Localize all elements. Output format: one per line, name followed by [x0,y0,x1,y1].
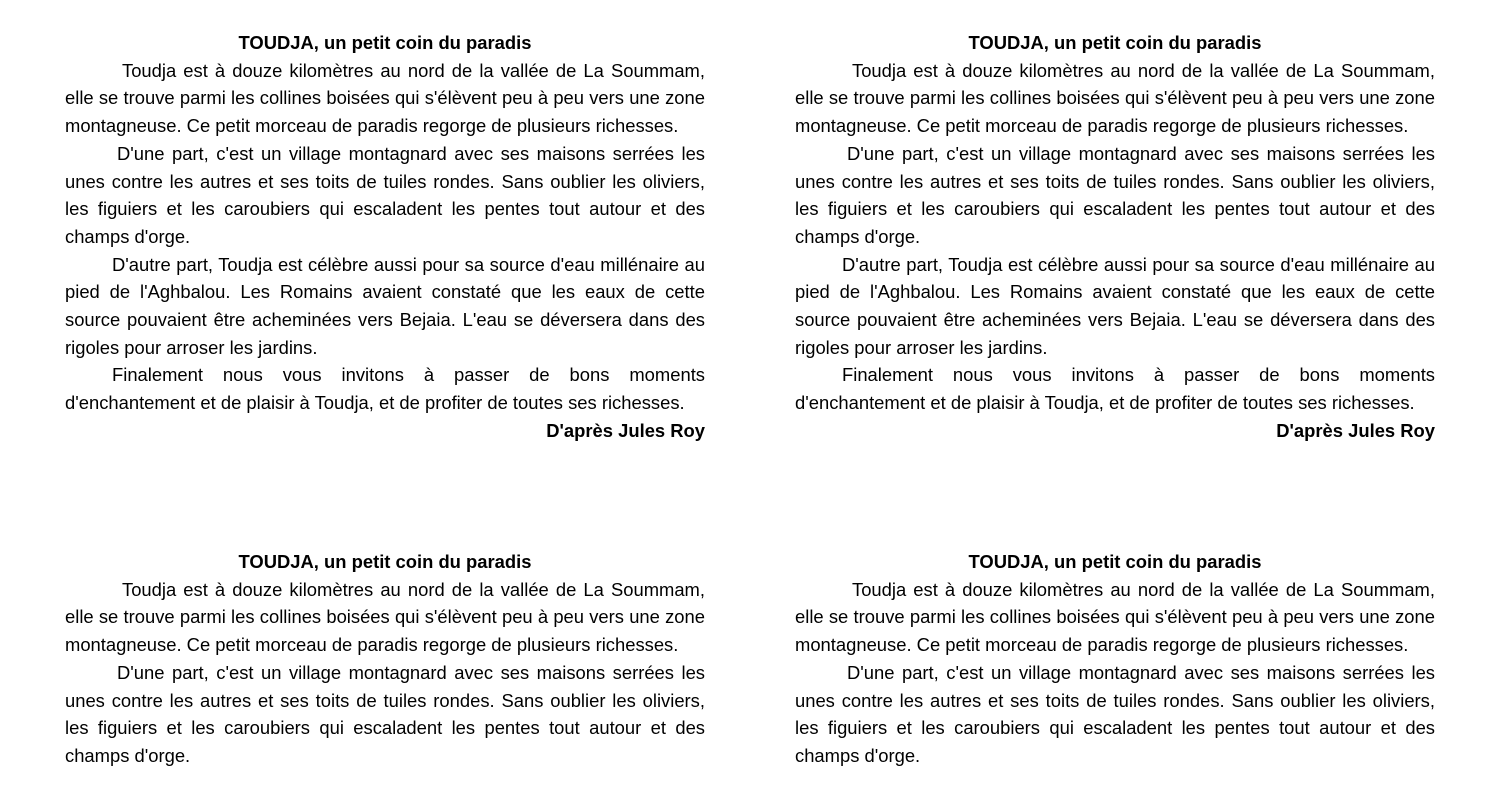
document-title: TOUDJA, un petit coin du paradis [238,551,532,572]
paragraph-source: D'autre part, Toudja est célèbre aussi pour sa source d'eau millénaire au pied de l'Aghbalou. Les Romains avaient constaté que les eaux de cette source pouvaient être acheminées vers Bejaia. L'eau se déversera dans des rigoles pour arroser les jardins. [795,253,1435,358]
text-copy-bottom-right [795,548,1435,770]
paragraph-source: D'autre part, Toudja est célèbre aussi pour sa source d'eau millénaire au pied de l'Aghbalou. Les Romains avaient constaté que les eaux de cette source pouvaient être acheminées vers Bejaia. L'eau se déversera dans des rigoles pour arroser les jardins. [65,253,705,358]
paragraph-intro: Toudja est à douze kilomètres au nord de la vallée de La Soummam, elle se trouve parmi les collines boisées qui s'élèvent peu à peu vers une zone montagneuse. Ce petit morceau de paradis regorge de plusieurs richesses. [65,59,705,137]
author-credit: D'après Jules Roy [546,419,705,441]
text-copy-top-left [65,29,705,445]
text-copy-bottom-left [65,548,705,770]
text-copy-top-right [795,29,1435,445]
document-title: TOUDJA, un petit coin du paradis [968,551,1262,572]
paragraph-conclusion: Finalement nous vous invitons à passer de bons moments d'enchantement et de plaisir à Toudja, et de profiter de toutes ses richesses. [65,364,705,414]
document-title: TOUDJA, un petit coin du paradis [968,32,1262,53]
paragraph-intro: Toudja est à douze kilomètres au nord de la vallée de La Soummam, elle se trouve parmi les collines boisées qui s'élèvent peu à peu vers une zone montagneuse. Ce petit morceau de paradis regorge de plusieurs richesses. [795,59,1435,137]
paragraph-intro: Toudja est à douze kilomètres au nord de la vallée de La Soummam, elle se trouve parmi les collines boisées qui s'élèvent peu à peu vers une zone montagneuse. Ce petit morceau de paradis regorge de plusieurs richesses. [65,578,705,656]
paragraph-village: D'une part, c'est un village montagnard avec ses maisons serrées les unes contre les autres et ses toits de tuiles rondes. Sans oublier les oliviers, les figuiers et les caroubiers qui escaladent les pentes tout autour et des champs d'orge. [795,661,1435,766]
author-credit: D'après Jules Roy [1276,419,1435,441]
paragraph-village: D'une part, c'est un village montagnard avec ses maisons serrées les unes contre les autres et ses toits de tuiles rondes. Sans oublier les oliviers, les figuiers et les caroubiers qui escaladent les pentes tout autour et des champs d'orge. [65,142,705,247]
paragraph-village: D'une part, c'est un village montagnard avec ses maisons serrées les unes contre les autres et ses toits de tuiles rondes. Sans oublier les oliviers, les figuiers et les caroubiers qui escaladent les pentes tout autour et des champs d'orge. [65,661,705,766]
paragraph-village: D'une part, c'est un village montagnard avec ses maisons serrées les unes contre les autres et ses toits de tuiles rondes. Sans oublier les oliviers, les figuiers et les caroubiers qui escaladent les pentes tout autour et des champs d'orge. [795,142,1435,247]
document-title: TOUDJA, un petit coin du paradis [238,32,532,53]
paragraph-intro: Toudja est à douze kilomètres au nord de la vallée de La Soummam, elle se trouve parmi les collines boisées qui s'élèvent peu à peu vers une zone montagneuse. Ce petit morceau de paradis regorge de plusieurs richesses. [795,578,1435,656]
paragraph-conclusion: Finalement nous vous invitons à passer de bons moments d'enchantement et de plaisir à Toudja, et de profiter de toutes ses richesses. [795,364,1435,414]
